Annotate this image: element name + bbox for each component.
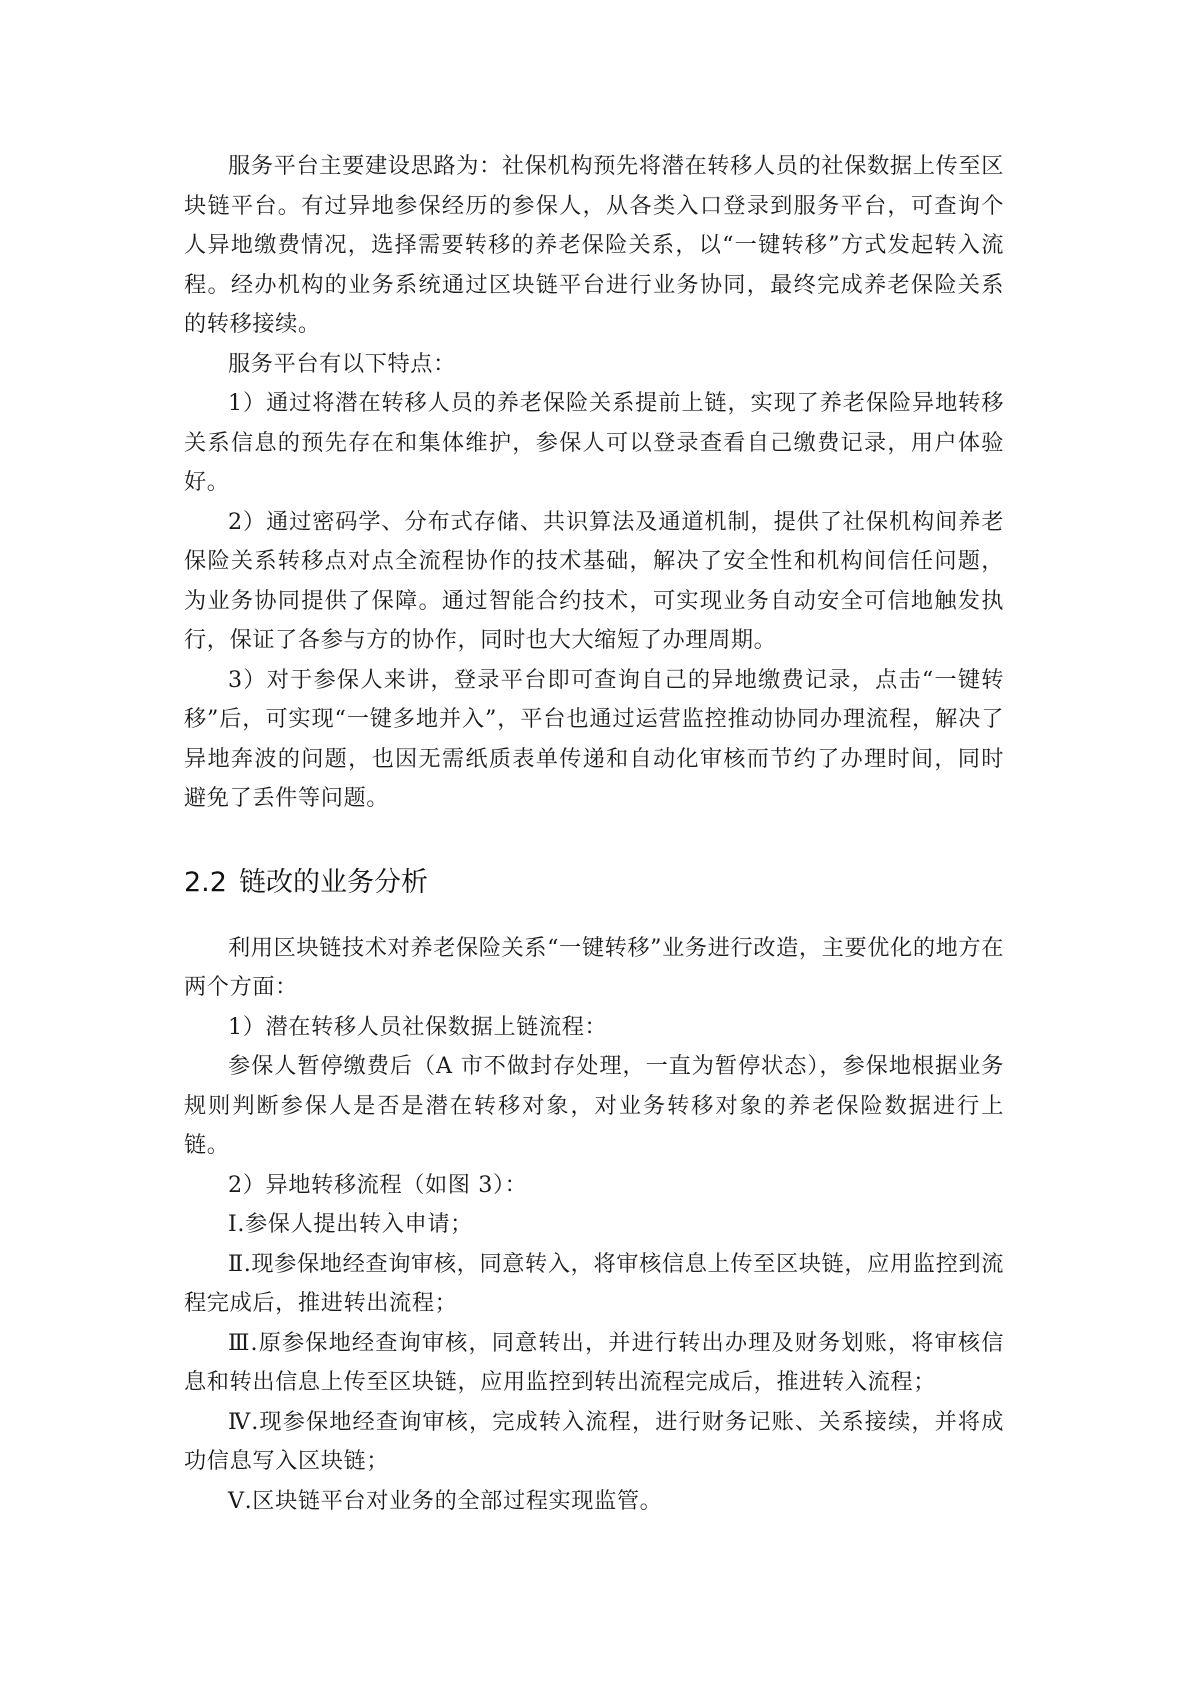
process-step-1: Ⅰ.参保人提出转入申请；	[228, 1211, 473, 1237]
feature-item-2: 2）通过密码学、分布式存储、共识算法及通道机制，提供了社保机构间养老保险关系转移点对点全流程协作的技术基础，解决了安全性和机构间信任问题，为业务协同提供了保障。通过智能合约技术，可实现业务自动安全可信地触发执行，保证了各参与方的协作，同时也大大缩短了办理周期。	[184, 508, 1004, 653]
document-body	[184, 147, 1004, 1521]
paragraph-platform-features-intro: 服务平台有以下特点：	[228, 350, 456, 377]
section-number: 2.2	[184, 866, 227, 898]
feature-item-1: 1）通过将潜在转移人员的养老保险关系提前上链，实现了养老保险异地转移关系信息的预先存在和集体维护，参保人可以登录查看自己缴费记录，用户体验好。	[184, 390, 1004, 495]
process-step-5: Ⅴ.区块链平台对业务的全部过程实现监管。	[228, 1487, 663, 1514]
section-heading	[184, 863, 1004, 903]
reform-item-1: 1）潜在转移人员社保数据上链流程：	[228, 1013, 608, 1040]
process-step-3: Ⅲ.原参保地经查询审核，同意转出，并进行转出办理及财务划账，将审核信息和转出信息上传至区块链，应用监控到转出流程完成后，推进转入流程；	[184, 1329, 1004, 1395]
process-step-2: Ⅱ.现参保地经查询审核，同意转入，将审核信息上传至区块链，应用监控到流程完成后，推进转出流程；	[184, 1250, 1004, 1316]
paragraph-platform-approach: 服务平台主要建设思路为：社保机构预先将潜在转移人员的社保数据上传至区块链平台。有过异地参保经历的参保人，从各类入口登录到服务平台，可查询个人异地缴费情况，选择需要转移的养老保险关系，以“一键转移”方式发起转入流程。经办机构的业务系统通过区块链平台进行业务协同，最终完成养老保险关系的转移接续。	[184, 153, 1004, 337]
reform-item-2: 2）异地转移流程（如图 3）：	[228, 1171, 528, 1198]
feature-item-3: 3）对于参保人来讲，登录平台即可查询自己的异地缴费记录，点击“一键转移”后，可实现“一键多地并入”，平台也通过运营监控推动协同办理流程，解决了异地奔波的问题，也因无需纸质表单传递和自动化审核而节约了办理时间，同时避免了丢件等问题。	[184, 666, 1004, 811]
reform-item-1-detail: 参保人暂停缴费后（A 市不做封存处理，一直为暂停状态），参保地根据业务规则判断参保人是否是潜在转移对象，对业务转移对象的养老保险数据进行上链。	[184, 1053, 1004, 1158]
process-step-4: Ⅳ.现参保地经查询审核，完成转入流程，进行财务记账、关系接续，并将成功信息写入区块链；	[184, 1408, 1004, 1474]
paragraph-chain-reform-intro: 利用区块链技术对养老保险关系“一键转移”业务进行改造，主要优化的地方在两个方面：	[184, 934, 1004, 1000]
section-title: 链改的业务分析	[238, 866, 428, 898]
